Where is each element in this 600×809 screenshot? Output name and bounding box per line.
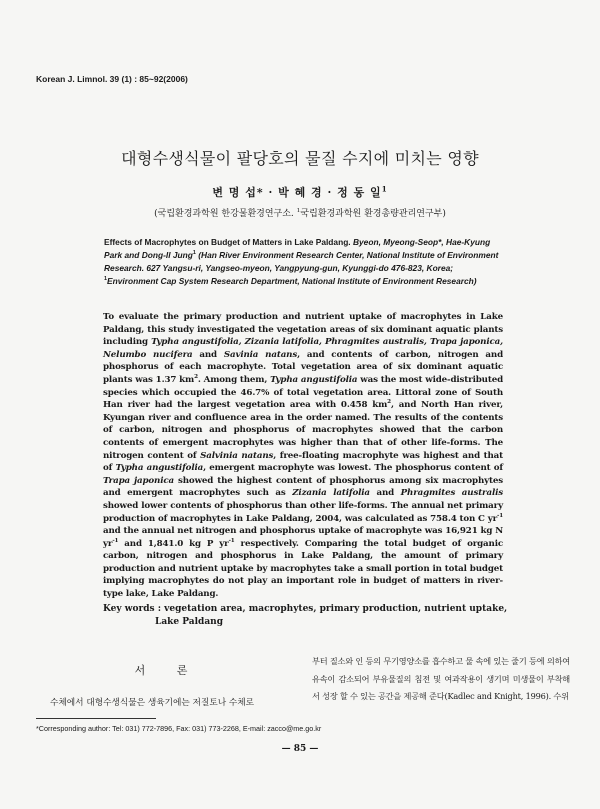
- right-column: [312, 653, 570, 706]
- superscript: 2: [387, 399, 391, 406]
- species-name: Trapa japonica: [103, 475, 174, 486]
- abstract-text: and 1,841.0 kg P yr: [118, 538, 229, 549]
- abstract-text: showed the highest content of phosphorus among six macrophytes and emergent macrophytes such as: [103, 475, 504, 499]
- korean-affiliation: [0, 206, 600, 219]
- right-body-text: 부터 질소와 인 등의 무기영양소를 흡수하고 물 속에 있는 줄기 등에 의하여 유속이 감소되어 부유물질의 침전 및 여과작용이 생기며 미생물이 부착해서 성장 할 수 있는 공간을 제공해 준다: [312, 656, 570, 701]
- abstract-text: respectively. Comparing the total budget of organic carbon, nitrogen and phosphorus in Lake Paldang, the amount of primary production and nutrient uptake by macrophytes take a small portion in total budget implying macrophytes do not play an important role in budget of matters in river-type lake, Lake Paldang.: [103, 538, 503, 600]
- english-title: Effects of Macrophytes on Budget of Matters in Lake Paldang.: [104, 237, 353, 247]
- species-name: Typha angustifolia: [270, 374, 358, 385]
- superscript: -1: [112, 537, 119, 544]
- english-affiliation-superscript: 1: [104, 276, 108, 283]
- abstract-text: and: [192, 349, 224, 360]
- species-name: Savinia natans: [223, 349, 298, 360]
- footnote-rule: [36, 718, 156, 719]
- english-author-superscript: 1: [192, 250, 196, 257]
- keywords-line-2: Lake Paldang: [155, 616, 223, 627]
- page-number: — 85 —: [281, 744, 319, 754]
- journal-citation: Korean J. Limnol. 39 (1) : 85~92(2006): [36, 74, 188, 84]
- superscript: 2: [194, 374, 198, 381]
- affiliation-part-b: 국립환경과학원 환경총량관리연구부): [300, 209, 446, 219]
- abstract-text: , and contents of carbon, nitrogen and phosphorus of each macrophyte. Total vegetation area of six dominant aquatic plants was 1.37 km: [103, 349, 503, 385]
- left-column: [36, 662, 286, 711]
- footnote: *Corresponding author: Tel: 031) 772-7896, Fax: 031) 773-2268, E-mail: zacco@me.go.kr: [36, 724, 322, 733]
- keywords-line-1: vegetation area, macrophytes, primary production, nutrient uptake,: [164, 604, 508, 614]
- english-affiliation-1: (Han River Environment Research Center, National Institute of Environment Research. 627 Yangsu-ri, Yangseo-myeon, Yangpyung-gun, Kyunggi-do 476-823, Korea;: [104, 250, 499, 273]
- affiliation-superscript: 1: [296, 208, 301, 214]
- superscript: -1: [497, 512, 503, 519]
- keywords: [103, 603, 513, 628]
- english-affiliation-2: Environment Cap System Research Department, National Institute of Environment Research): [107, 276, 477, 286]
- species-name: Typha angustifolia: [115, 463, 204, 474]
- abstract-text: , free-floating macrophyte was highest and that of: [103, 450, 504, 474]
- abstract-text: and the annual net nitrogen and phosphorus uptake of macrophyte was 16,921 kg N yr: [103, 526, 503, 549]
- abstract: [103, 311, 503, 601]
- english-heading: [104, 236, 504, 288]
- english-authors: Byeon, Myeong-Seop*, Hae-Kyung Park and Dong-Il Jung: [104, 237, 491, 260]
- abstract-text: showed lower contents of phosphorus than other life-forms. The annual net primary production of macrophytes in Lake Paldang, 2004, was calculated as 758.4 ton C yr: [103, 500, 503, 524]
- affiliation-part-a: (국립환경과학원 한강물환경연구소.: [154, 209, 297, 219]
- korean-title: 대형수생식물이 팔당호의 물질 수지에 미치는 영향: [121, 149, 479, 168]
- abstract-text: To evaluate the primary production and nutrient uptake of macrophytes in Lake Paldang, this study investigated the vegetation areas of six dominant aquatic plants including: [103, 312, 503, 348]
- left-body-text: 수체에서 대형수생식물은 생육기에는 저질토나 수체로: [50, 698, 255, 708]
- right-body-continuation: 수위: [551, 691, 569, 701]
- author-names: 변 명 섭* · 박 혜 경 · 정 동 일: [212, 186, 382, 199]
- author-superscript: 1: [381, 184, 388, 194]
- species-name: Salvinia natans: [200, 450, 274, 461]
- section-heading: 서 론: [134, 664, 202, 677]
- species-name: Phragmites australis: [400, 488, 503, 499]
- citation: (Kadlec and Knight, 1996).: [444, 691, 552, 701]
- abstract-text: . Among them,: [197, 374, 271, 385]
- keywords-label: Key words :: [103, 604, 165, 614]
- abstract-text: , and North Han river, Kyungan river and confluence area in the order named. The results of the contents of carbon, nitrogen and phosphorus of macrophytes showed that the carbon contents of emergent macrophytes was higher than that of other life-forms. The nitrogen content of: [103, 400, 504, 461]
- abstract-text: , emergent macrophyte was lowest. The phosphorus content of: [203, 463, 503, 474]
- korean-authors: [0, 184, 600, 200]
- species-name: Zizania latifolia: [292, 488, 370, 499]
- species-name: Typha angustifolia, Zizania latifolia, Phragmites australis, Trapa japonica, Nelumbo nucifera: [103, 337, 503, 360]
- abstract-text: was the most wide-distributed species which occupied the 46.7% of total vegetation area. Littoral zone of South Han river had the largest vegetation area with 0.458 km: [103, 374, 503, 411]
- abstract-text: and: [369, 488, 401, 499]
- superscript: -1: [228, 537, 235, 544]
